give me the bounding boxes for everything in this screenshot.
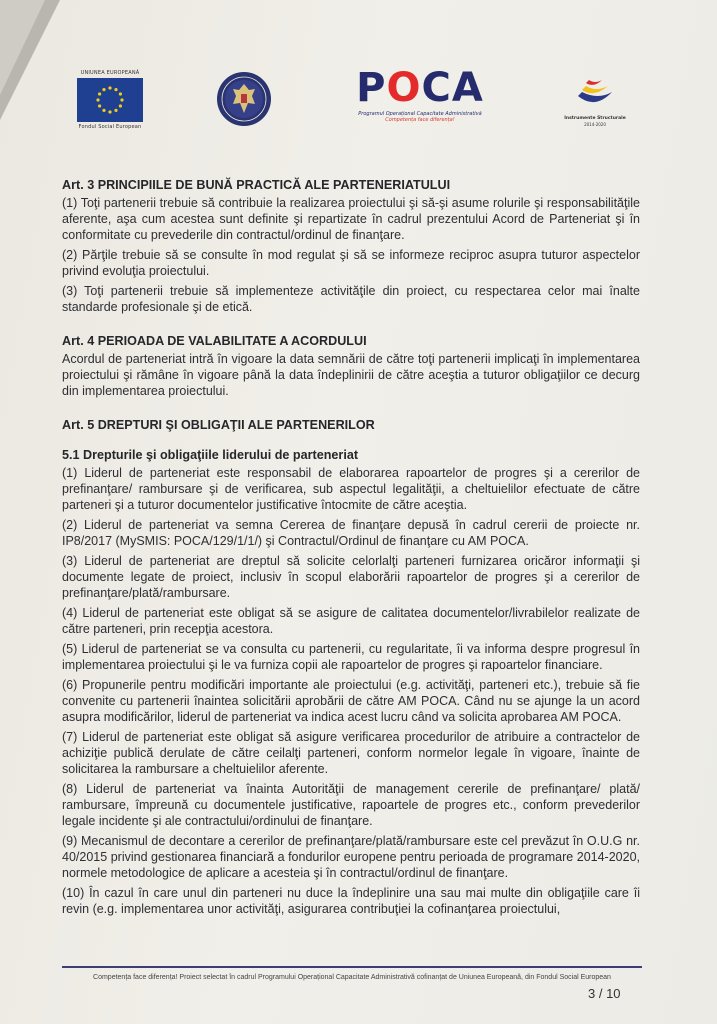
art5-item-10: (10) În cazul în care unul din parteneri nu duce la îndeplinire una sau mai multe din obligaţiile care îi revin (e.g. implementarea unor activităţi, asigurarea contribuţiei la cofinanţarea proiectului, bbox=[62, 886, 640, 916]
art3-paragraph-2: (2) Părţile trebuie să se consulte în mod regulat şi să se informeze reciproc asupra tuturor aspectelor privind evoluţia proiectului. bbox=[62, 248, 640, 278]
structural-instruments-icon bbox=[560, 70, 630, 112]
poca-logo bbox=[345, 65, 495, 132]
poca-tagline: Competența face diferența! bbox=[385, 117, 455, 123]
eu-logo bbox=[70, 70, 150, 130]
art5-item-7: (7) Liderul de parteneriat este obligat să asigure verificarea procedurilor de atribuire a contractelor de achiziţie publică derulate de către ceilalţi parteneri, conform normelor legale în vigoare, înainte de solicitarea la rambursare a cheltuielilor aferente. bbox=[62, 730, 640, 776]
structural-instruments-caption: Instrumente Structurale bbox=[564, 116, 626, 121]
structural-instruments-years: 2014-2020 bbox=[584, 122, 606, 127]
government-seal-icon bbox=[215, 70, 273, 128]
structural-instruments-logo bbox=[560, 70, 630, 134]
art5-item-5: (5) Liderul de parteneriat se va consulta cu partenerii, cu regularitate, îi va informa despre progresul în implementarea proiectului şi le va furniza copii ale rapoartelor de progres şi rapoartelor financiare. bbox=[62, 642, 640, 672]
section-spacer bbox=[62, 403, 640, 417]
art5-item-1: (1) Liderul de parteneriat este responsabil de elaborarea rapoartelor de progres şi a cererilor de prefinanţare/ rambursare şi de verificarea, sub aspectul legalităţii, a cheltuielilor efectuate de către parteneri şi a tuturor documentelor justificative întocmite de către aceştia. bbox=[62, 466, 640, 512]
footer-divider bbox=[62, 966, 642, 968]
art3-title: Art. 3 PRINCIPIILE DE BUNĂ PRACTICĂ ALE PARTENERIATULUI bbox=[62, 178, 451, 192]
eu-caption-top: UNIUNEA EUROPEANĂ bbox=[80, 70, 140, 76]
section-spacer bbox=[62, 319, 640, 333]
eu-caption-bottom: Fondul Social European bbox=[78, 124, 142, 130]
art5-item-8: (8) Liderul de parteneriat va înainta Autorităţii de management cererile de prefinanţare/ plată/ rambursare, împreună cu documentele justificative, rapoartele de progres etc., conform prevederilor legale incidente şi ale contractului/ordinului de finanţare. bbox=[62, 782, 640, 828]
document-body bbox=[62, 177, 640, 921]
art5-item-9: (9) Mecanismul de decontare a cererilor de prefinanţare/plată/rambursare este cel prevăzut în O.U.G nr. 40/2015 privind gestionarea financiară a fondurilor europene pentru perioada de programare 2014-2020, normele metodologice de aplicare a acesteia şi în contractul/ordinul de finanţare. bbox=[62, 834, 640, 880]
art3-paragraph-3: (3) Toţi partenerii trebuie să implementeze activităţile din proiect, cu respectarea celor mai înalte standarde profesionale şi de etică. bbox=[62, 284, 640, 314]
art5-item-6: (6) Propunerile pentru modificări importante ale proiectului (e.g. activităţi, parteneri etc.), trebuie să fie convenite cu partenerii înaintea solicitării aprobării de către AM POCA. Când nu se ajunge la un acord asupra modificărilor, liderul de parteneriat va indica acest lucru când va solicita aprobarea AM POCA. bbox=[62, 678, 640, 724]
poca-subtitle: Programul Operațional Capacitate Administrativă bbox=[358, 111, 482, 117]
eu-flag-icon bbox=[77, 78, 143, 122]
eu-stars-icon bbox=[77, 78, 143, 122]
art4-title: Art. 4 PERIOADA DE VALABILITATE A ACORDULUI bbox=[62, 334, 367, 348]
page-number: 3 / 10 bbox=[588, 986, 621, 1001]
poca-ring-icon: O bbox=[386, 65, 422, 111]
art3-paragraph-1: (1) Toţi partenerii trebuie să contribuie la realizarea proiectului şi să-şi asume rolurile şi responsabilităţile aferente, aşa cum acestea sunt definite şi repartizate în cadrul prezentului Acord de Parteneriat şi în conformitate cu prevederile din contractul/ordinul de finanţare. bbox=[62, 196, 640, 242]
art4-paragraph-1: Acordul de parteneriat intră în vigoare la data semnării de către toţi partenerii implicaţi în implementarea proiectului şi rămâne în vigoare până la data îndeplinirii de către aceştia a tuturor obligaţiilor ce decurg din implementarea proiectului. bbox=[62, 352, 640, 398]
art5-item-4: (4) Liderul de parteneriat este obligat să se asigure de calitatea documentelor/livrabilelor realizate de către parteneri, prin recepţia acestora. bbox=[62, 606, 640, 636]
art5-subsection-title: 5.1 Drepturile şi obligaţiile liderului de parteneriat bbox=[62, 448, 359, 462]
art5-item-3: (3) Liderul de parteneriat are dreptul să solicite celorlalţi parteneri furnizarea oricăror informaţii şi documente legate de proiect, inclusiv în scopul elaborării rapoartelor de progres şi a cererilor de prefinanţare/plată/rambursare. bbox=[62, 554, 640, 600]
poca-logo-text: POCA bbox=[356, 65, 484, 111]
footer-text: Competența face diferența! Proiect selectat în cadrul Programului Operațional Capacitate Administrativă cofinanțat de Uniunea Europeană, din Fondul Social European bbox=[93, 974, 611, 981]
art5-title: Art. 5 DREPTURI ŞI OBLIGAŢII ALE PARTENERILOR bbox=[62, 418, 375, 432]
art5-item-2: (2) Liderul de parteneriat va semna Cererea de finanţare depusă în cadrul cererii de proiecte nr. IP8/2017 (MySMIS: POCA/129/1/1/) şi Contractul/Ordinul de finanţare cu AM POCA. bbox=[62, 518, 640, 548]
page-corner-fold bbox=[0, 0, 45, 95]
section-spacer bbox=[62, 435, 640, 447]
header-logos bbox=[60, 62, 650, 142]
